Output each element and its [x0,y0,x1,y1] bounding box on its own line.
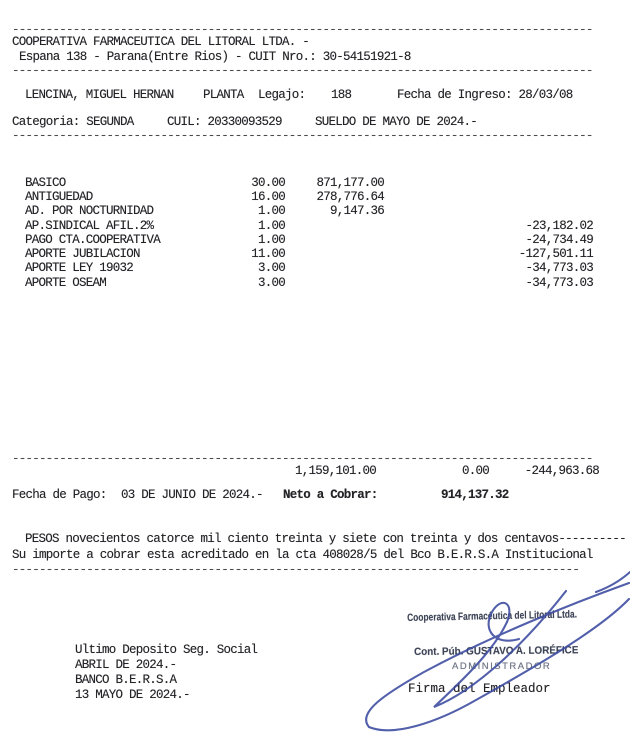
divider-line: -------------------------------------------------------------------------------------- [12,64,593,78]
divider-line: ------------------------------------------------------------------------------------ [12,563,580,577]
amount-in-words: PESOS novecientos catorce mil ciento treinta y siete con treinta y dos centavos---------- [25,532,626,546]
total-deducciones: -244,963.68 [524,464,599,478]
payment-date-label: Fecha de Pago: [12,488,107,502]
period-label: SUELDO DE MAYO DE 2024.- [315,115,478,129]
concept-amount: 278,776.64 [316,190,384,204]
net-amount-label: Neto a Cobrar: [283,488,378,502]
total-no-remunerativo: 0.00 [461,464,489,478]
concept-qty: 30.00 [251,176,285,190]
concept-label: ANTIGUEDAD [25,190,93,204]
concept-qty: 1.00 [257,204,285,218]
last-deposit-bank: BANCO B.E.R.S.A [75,673,177,687]
last-deposit-date: 13 MAYO DE 2024.- [75,688,190,702]
last-deposit-title: Ultimo Deposito Seg. Social [75,643,258,657]
employee-sector: PLANTA [203,88,244,102]
stamp-company-name: Cooperativa Farmacéutica del Litoral Ltda. [407,608,578,624]
concept-label: APORTE LEY 19032 [25,261,134,275]
concept-deduction: -34,773.03 [525,276,593,290]
concept-deduction: -127,501.11 [518,247,593,261]
stamp-accountant-name: Cont. Púb. GUSTAVO A. LORÉFICE [414,644,579,658]
company-address: Espana 138 - Parana(Entre Rios) - CUIT Nro.: 30-54151921-8 [19,50,411,64]
concept-label: AD. POR NOCTURNIDAD [25,204,154,218]
concept-label: BASICO [25,176,66,190]
concept-qty: 1.00 [257,219,285,233]
legajo-value: 188 [331,88,352,102]
concept-qty: 16.00 [251,190,285,204]
employee-name: LENCINA, MIGUEL HERNAN [25,88,174,102]
company-name: COOPERATIVA FARMACEUTICA DEL LITORAL LTDA. - [12,35,310,49]
payment-date-value: 03 DE JUNIO DE 2024.- [121,488,263,502]
signature-caption: Firma del Empleador [408,682,551,696]
concept-qty: 3.00 [257,276,285,290]
concept-amount: 9,147.36 [329,204,384,218]
concept-amount: 871,177.00 [316,176,384,190]
concept-deduction: -34,773.03 [525,261,593,275]
fecha-ingreso: Fecha de Ingreso: 28/03/08 [397,88,573,102]
total-haberes: 1,159,101.00 [294,464,376,478]
deposit-note: Su importe a cobrar esta acreditado en la cta 408028/5 del Bco B.E.R.S.A Institucional [12,548,593,562]
concept-qty: 3.00 [257,261,285,275]
concept-deduction: -23,182.02 [525,219,593,233]
last-deposit-period: ABRIL DE 2024.- [75,658,177,672]
concept-label: PAGO CTA.COOPERATIVA [25,233,161,247]
concept-label: APORTE OSEAM [25,276,107,290]
concept-qty: 1.00 [257,233,285,247]
concept-label: AP.SINDICAL AFIL.2% [25,219,154,233]
concept-deduction: -24,734.49 [525,233,593,247]
category-label: Categoria: SEGUNDA [12,115,134,129]
divider-line: -------------------------------------------------------------------------------------- [12,23,593,37]
concept-qty: 11.00 [251,247,285,261]
concept-label: APORTE JUBILACION [25,247,140,261]
cuil-value: CUIL: 20330093529 [167,115,282,129]
legajo-label: Legajo: [258,88,306,102]
divider-line: -------------------------------------------------------------------------------------- [12,129,593,143]
net-amount-value: 914,137.32 [441,488,509,502]
stamp-role: ADMINISTRADOR [452,661,552,672]
divider-line: -------------------------------------------------------------------------------------- [12,452,593,466]
